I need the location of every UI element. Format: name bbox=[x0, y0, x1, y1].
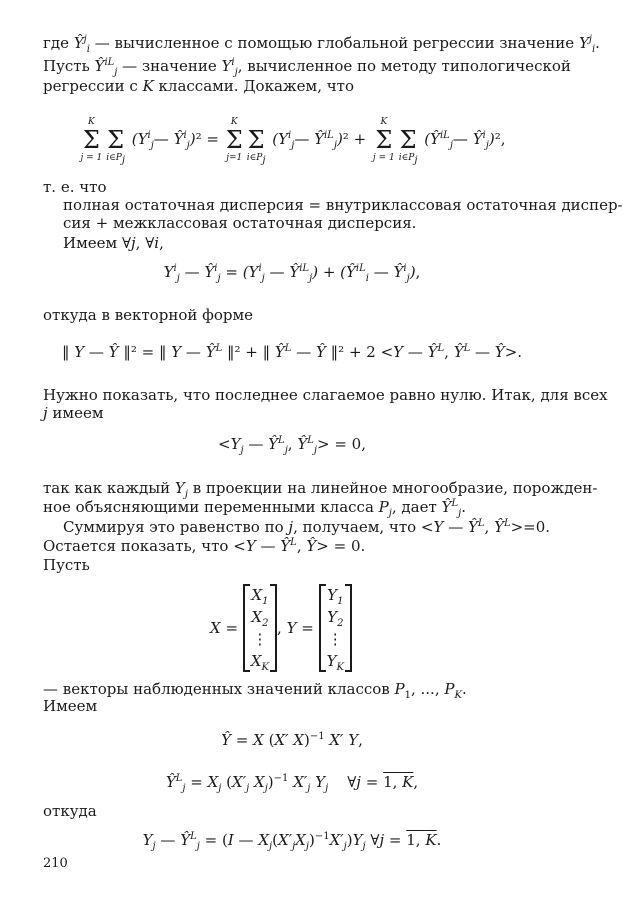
equation-inner-product-zero: $<Y_j$ — $Ŷ^L_j$, $Ŷ^L_j> = 0$, bbox=[218, 435, 366, 456]
paragraph-line-2: Пусть $Ŷ^{iL}_j$ — значение $Y^i_j$, вычисленное по методу типологической bbox=[43, 57, 571, 78]
text-te-chto: т. е. что bbox=[43, 178, 107, 196]
equation-variance-decomposition: K Σ j = 1 Σ $i\in P_j$ ($Y^i_j—$ $Ŷ^i_j)^2$ = K Σ j=1 Σ $i\in P_j$ ($Y^i_j—$ $Ŷ^{iL}_j)^2$ + K Σ j = 1 Σ $i\in P_j$ ($Ŷ^{iL}_j—$ $Ŷ^i_j)^2$, bbox=[80, 117, 506, 166]
equation-projection-residual: $Y_j$ — $Ŷ^L_j = (I$ — $X_j(X'_jX_j)^{-1}X'_j)Y_j$ ∀j = 1, K. bbox=[142, 831, 442, 852]
paragraph-remains: Остается показать, что <Y — $Ŷ^L$, Ŷ> = 0. bbox=[43, 537, 366, 555]
equation-block-matrices: X = $X_1$ $X_2$ ⋮ $X_K$ , Y = $Y_1$ $Y_2$ ⋮ $Y_K$ bbox=[210, 584, 352, 672]
paragraph-summing: Суммируя это равенство по j, получаем, что <Y — $Ŷ^L$, $Ŷ^L>=0$. bbox=[63, 518, 551, 536]
paragraph-line-1: где $Ŷ^j_i$ — вычисленное с помощью глобальной регрессии значение $Y^j_i$. bbox=[43, 34, 600, 55]
paragraph-variance-2: сия + межклассовая остаточная дисперсия. bbox=[63, 214, 417, 232]
page-number: 210 bbox=[43, 856, 68, 871]
equation-class-fit: $Ŷ^L_j = X_j$ ($X'_j$ $X_j)^{-1}$ $X'_j$ $Y_j$ ∀j = 1, K, bbox=[165, 773, 419, 794]
text-imeem-2: Имеем bbox=[43, 697, 98, 715]
paragraph-projection-2: ное объясняющими переменными класса $P_j$, дает $Ŷ^L_j$. bbox=[43, 498, 466, 519]
paragraph-line-3: регрессии с K классами. Докажем, что bbox=[43, 77, 355, 95]
paragraph-need-show-2: j имеем bbox=[43, 404, 104, 422]
equation-global-fit: Ŷ = X (X′ X)$^{-1}$ X′ Y, bbox=[221, 731, 363, 749]
text-otkuda-2: откуда bbox=[43, 802, 97, 820]
paragraph-projection-1: так как каждый $Y_j$ в проекции на линейное многообразие, порожден- bbox=[43, 479, 598, 500]
paragraph-variance-1: полная остаточная дисперсия = внутриклассовая остаточная диспер- bbox=[63, 196, 623, 214]
text-imeem-forall: Имеем ∀j, ∀i, bbox=[63, 234, 164, 252]
paragraph-need-show-1: Нужно показать, что последнее слагаемое равно нулю. Итак, для всех bbox=[43, 386, 608, 404]
text-pust: Пусть bbox=[43, 556, 90, 574]
paragraph-observed-vectors: — векторы наблюденных значений классов $P_1$, ..., $P_K$. bbox=[43, 680, 467, 701]
matrix-x: $X_1$ $X_2$ ⋮ $X_K$ bbox=[243, 584, 277, 672]
text-otkuda-vector: откуда в векторной форме bbox=[43, 306, 254, 324]
equation-residual-split: $Y^i_j$ — $Ŷ^i_j = (Y^i_j$ — $Ŷ^{iL}_j$) + ($Ŷ^{iL}_i$ — $Ŷ^i_j$), bbox=[163, 263, 421, 284]
equation-vector-norm: ‖ Y — Ŷ ‖² = ‖ Y — $Ŷ^L$ ‖² + ‖ $Ŷ^L$ — Ŷ ‖² + 2 <Y — $Ŷ^L$, $Ŷ^L$ — Ŷ>. bbox=[61, 343, 523, 361]
matrix-y: $Y_1$ $Y_2$ ⋮ $Y_K$ bbox=[319, 584, 352, 672]
